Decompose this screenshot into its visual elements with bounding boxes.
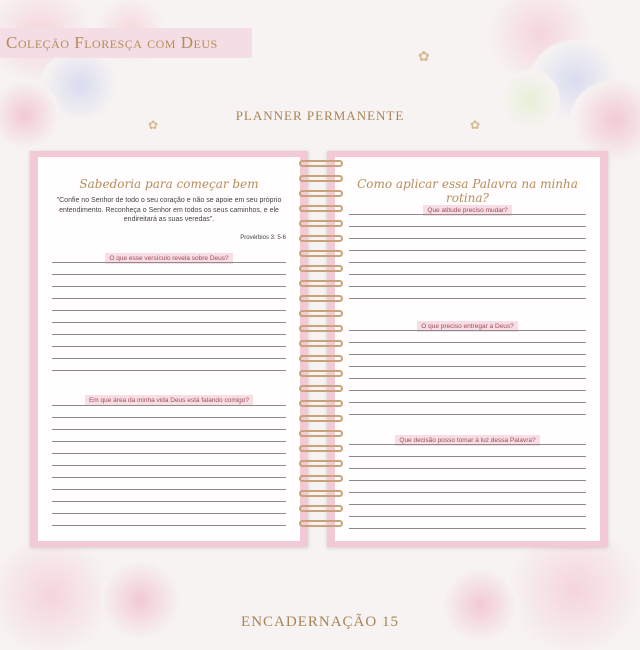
spiral-binding	[299, 160, 343, 540]
left-page	[30, 151, 308, 547]
prompt-right-2: O que preciso entregar a Deus?	[335, 315, 600, 333]
right-page	[327, 151, 608, 547]
butterfly-icon: ✿	[148, 118, 159, 132]
prompt-right-1: Que atitude preciso mudar?	[335, 199, 600, 217]
collection-title: Coleção Floresça com Deus	[0, 28, 252, 58]
prompt-left-2: Em que área da minha vida Deus está falando comigo?	[38, 389, 300, 407]
bible-reference: Provérbios 3: 5-6	[240, 235, 286, 241]
bible-quote: "Confie no Senhor de todo o seu coração e não se apoie em seu próprio entendimento. Reconheça o Senhor em todos os seus caminhos, e ele endireitará as suas veredas".	[56, 197, 282, 223]
butterfly-icon: ✿	[470, 118, 481, 132]
prompt-left-1: O que esse versículo revela sobre Deus?	[38, 247, 300, 265]
planner-subtitle: PLANNER PERMANENTE	[235, 108, 405, 123]
binding-label: ENCADERNAÇÃO 15	[241, 614, 399, 630]
butterfly-icon: ✿	[418, 48, 430, 64]
prompt-right-3: Que decisão posso tomar à luz dessa Palavra?	[335, 429, 600, 447]
left-page-heading: Sabedoria para começar bem	[79, 177, 259, 191]
right-page-heading: Como aplicar essa Palavra na minha rotina?	[357, 177, 578, 205]
